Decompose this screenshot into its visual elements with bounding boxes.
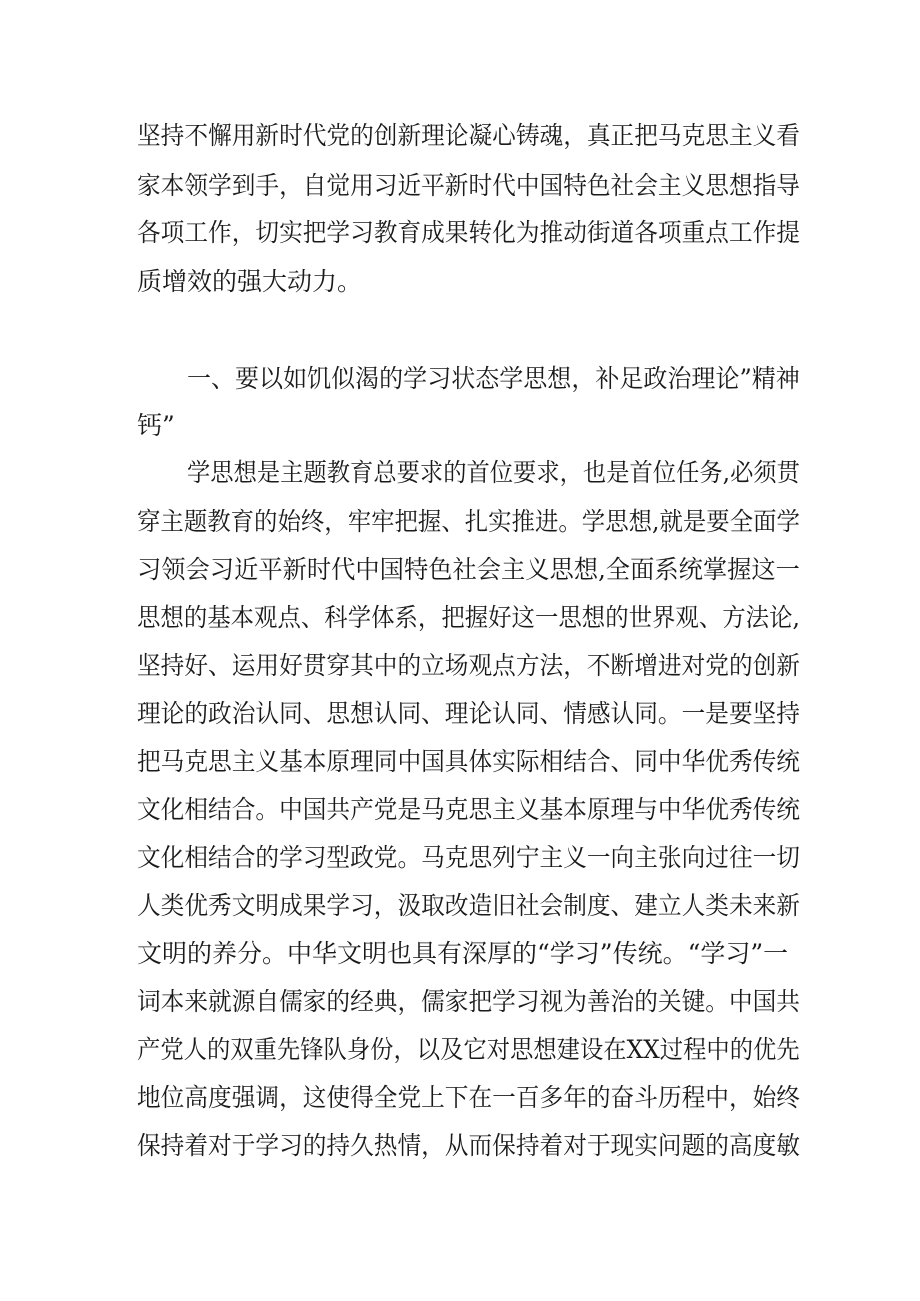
text-line: 词本来就源自儒家的经典，儒家把学习视为善治的关键。中国共 bbox=[137, 987, 800, 1016]
text-line: 理论的政治认同、思想认同、理论认同、情感认同。一是要坚持 bbox=[137, 699, 800, 728]
text-line: 思想的基本观点、科学体系，把握好这一思想的世界观、方法论, bbox=[137, 603, 800, 632]
text-line: 质增效的强大动力。 bbox=[137, 267, 363, 296]
text-line: 地位高度强调，这使得全党上下在一百多年的奋斗历程中，始终 bbox=[137, 1083, 800, 1112]
text-line: 坚持好、运用好贯穿其中的立场观点方法，不断增进对党的创新 bbox=[137, 651, 800, 680]
text-line: 穿主题教育的始终，牢牢把握、扎实推进。学思想,就是要全面学 bbox=[137, 507, 800, 536]
text-line: 文化相结合。中国共产党是马克思主义基本原理与中华优秀传统 bbox=[137, 795, 800, 824]
text-line: 文明的养分。中华文明也具有深厚的“学习”传统。“学习”一 bbox=[137, 939, 789, 968]
text-line: 各项工作，切实把学习教育成果转化为推动街道各项重点工作提 bbox=[137, 218, 800, 247]
text-line: 文化相结合的学习型政党。马克思列宁主义一向主张向过往一切 bbox=[137, 843, 800, 872]
text-line: 家本领学到手，自觉用习近平新时代中国特色社会主义思想指导 bbox=[137, 171, 800, 200]
text-line: 习领会习近平新时代中国特色社会主义思想,全面系统掌握这一 bbox=[137, 555, 800, 584]
heading-line: 一、要以如饥似渴的学习状态学思想，补足政治理论”精神 bbox=[187, 364, 800, 393]
text-line: 保持着对于学习的持久热情，从而保持着对于现实问题的高度敏 bbox=[137, 1131, 800, 1160]
text-line: 把马克思主义基本原理同中国具体实际相结合、同中华优秀传统 bbox=[137, 747, 800, 776]
heading-line: 钙” bbox=[137, 411, 175, 440]
text-line: 学思想是主题教育总要求的首位要求，也是首位任务,必须贯 bbox=[187, 458, 800, 487]
text-line: 产党人的双重先锋队身份，以及它对思想建设在XX过程中的优先 bbox=[137, 1035, 800, 1064]
text-line: 坚持不懈用新时代党的创新理论凝心铸魂，真正把马克思主义看 bbox=[137, 121, 800, 150]
text-line: 人类优秀文明成果学习，汲取改造旧社会制度、建立人类未来新 bbox=[137, 891, 800, 920]
